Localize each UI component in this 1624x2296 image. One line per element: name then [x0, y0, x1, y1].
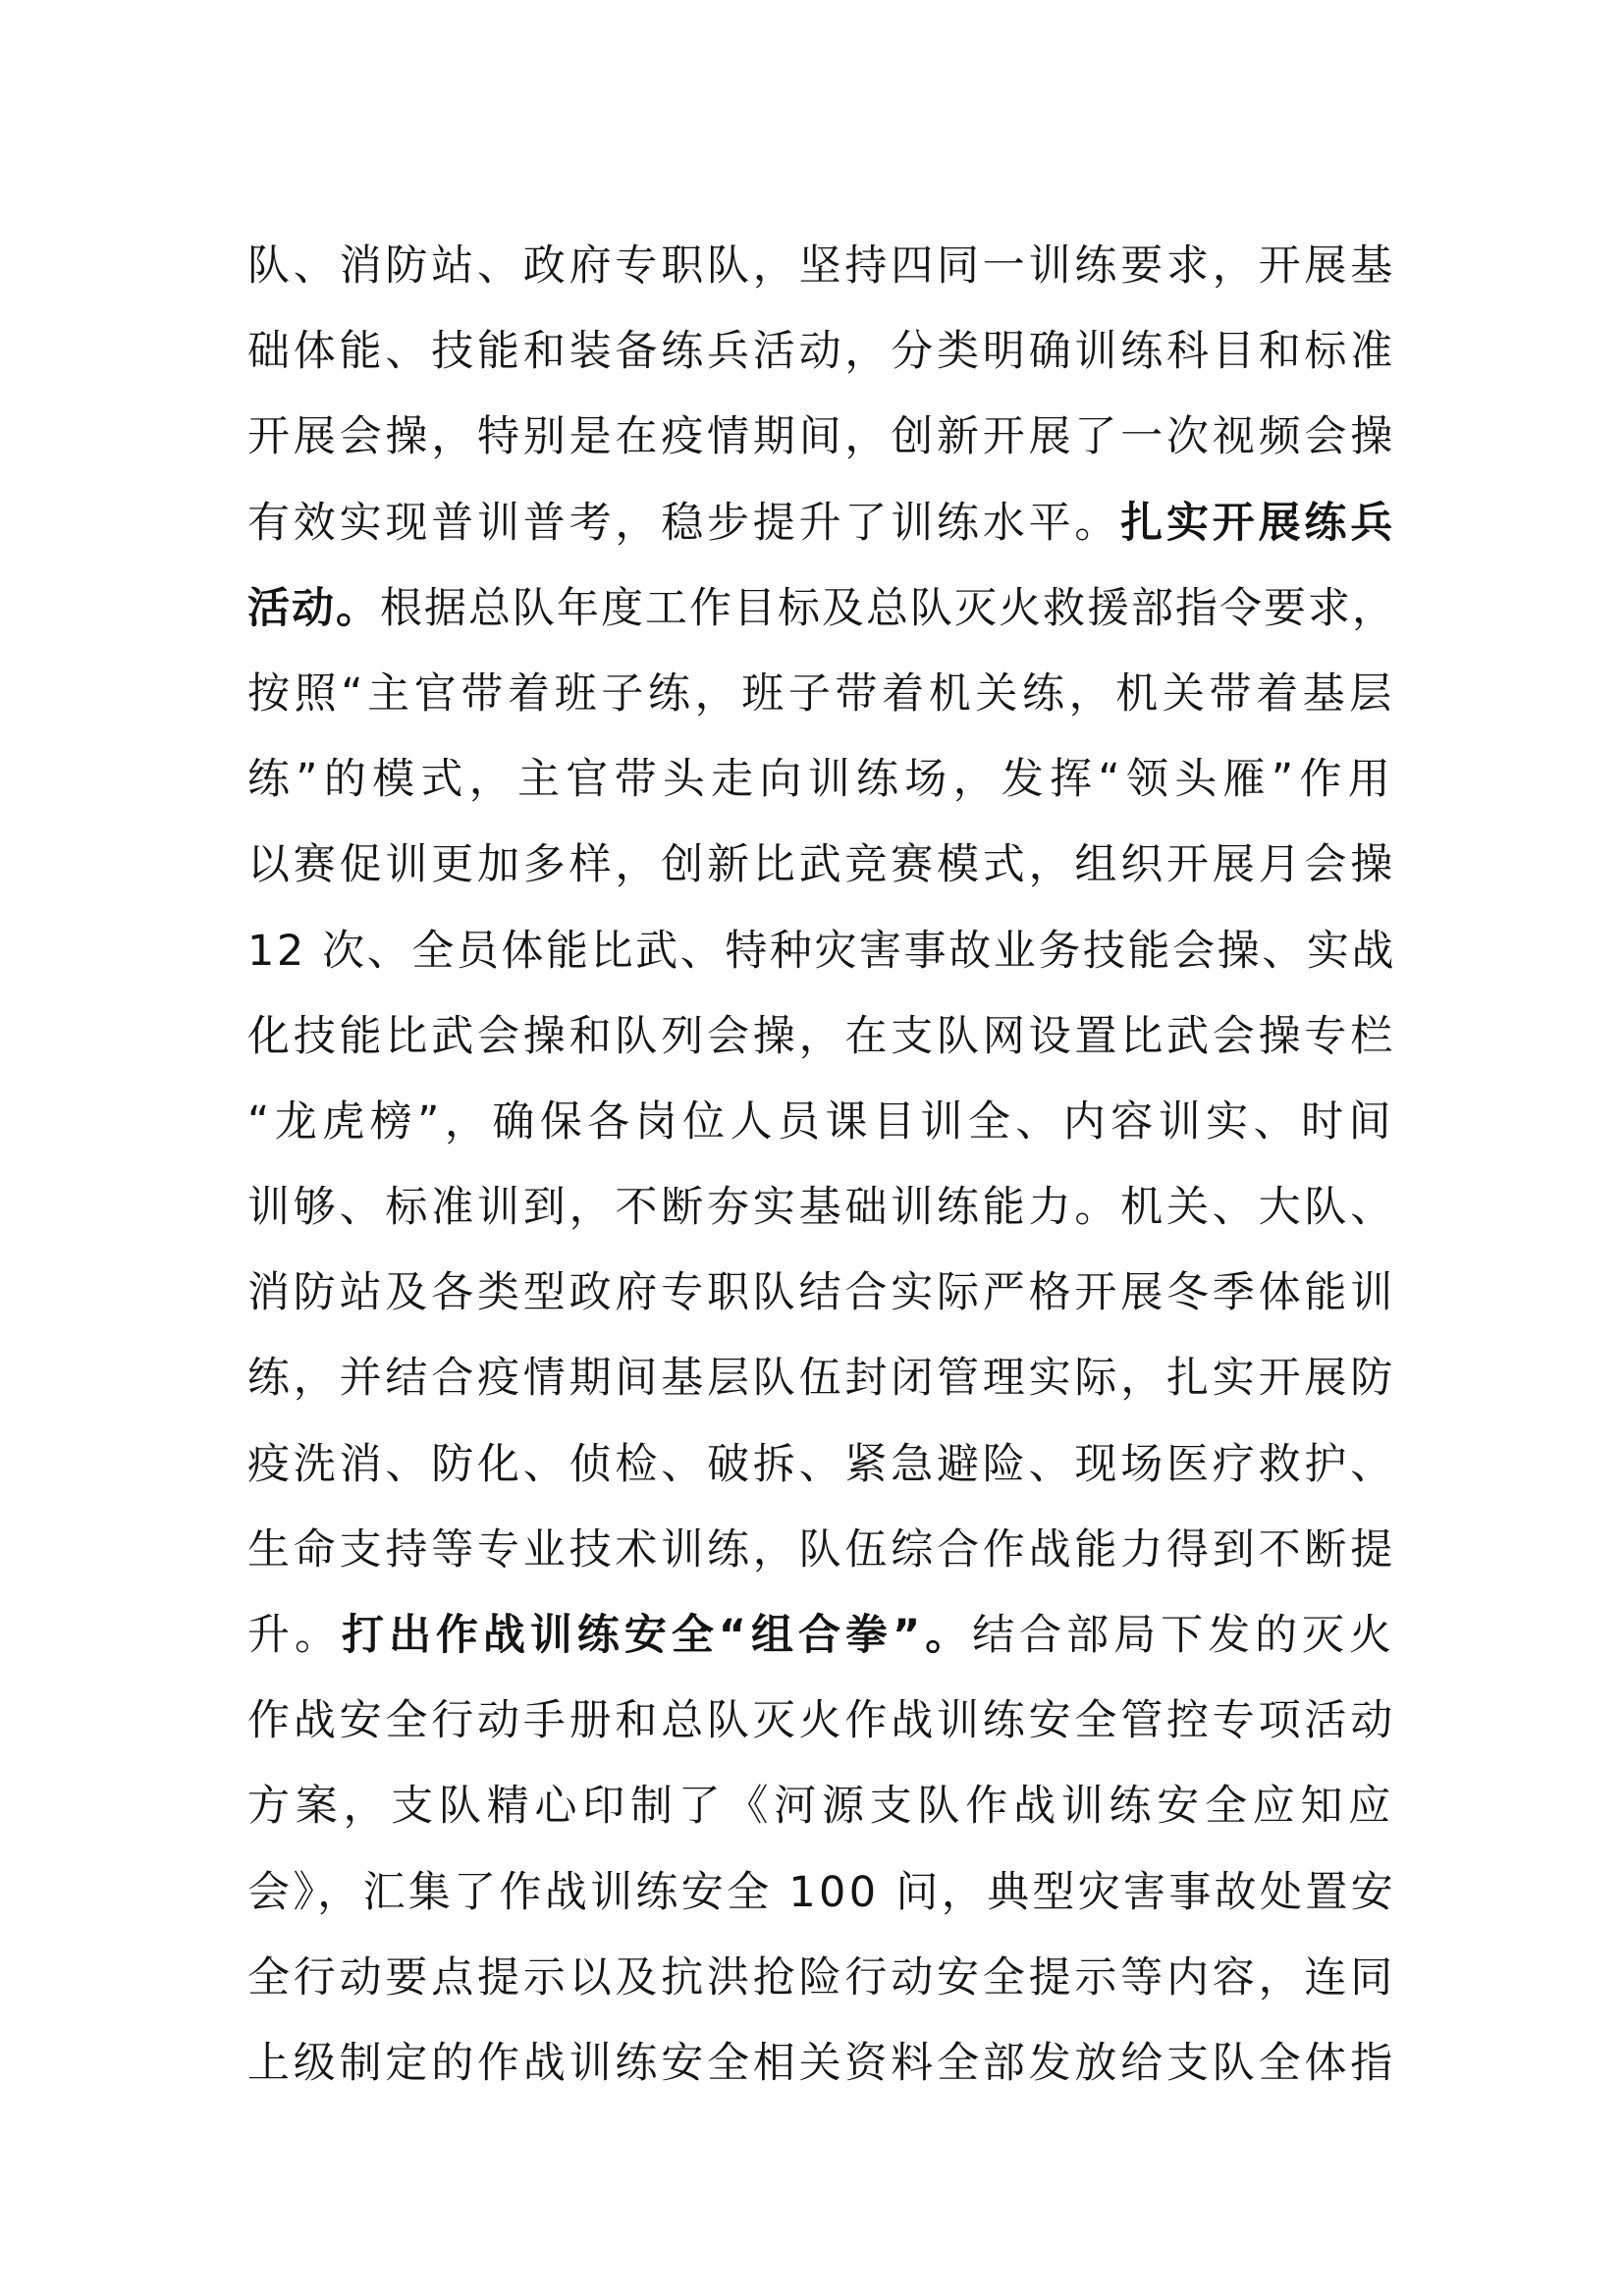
body-text-segment: 方案，支队精心印制了《河源支队作战训练安全应知应: [247, 1782, 1396, 1832]
bold-heading-text: 活动。: [247, 583, 380, 633]
text-line: [247, 1165, 1396, 1251]
body-text-segment: 全行动要点提示以及抗洪抢险行动安全提示等内容，连同: [247, 1952, 1396, 2002]
text-line: [247, 1422, 1396, 1508]
text-line: [247, 566, 1396, 652]
bold-heading-text: 打出作战训练安全“组合拳”。: [341, 1611, 973, 1660]
text-line: [247, 2021, 1396, 2107]
body-text-segment: 开展会操，特别是在疫情期间，创新开展了一次视频会操: [247, 412, 1396, 462]
body-text-segment: 有效实现普训普考，稳步提升了训练水平。: [247, 498, 1121, 548]
text-line: [247, 309, 1396, 395]
text-line: [247, 909, 1396, 994]
body-text-segment: 化技能比武会操和队列会操，在支队网设置比武会操专栏: [247, 1011, 1396, 1061]
text-line: [247, 481, 1396, 566]
body-text-segment: “龙虎榜”，确保各岗位人员课目训全、内容训实、时间: [247, 1096, 1396, 1147]
text-line: [247, 1679, 1396, 1764]
body-text-segment: 上级制定的作战训练安全相关资料全部发放给支队全体指: [247, 2038, 1396, 2088]
text-line: [247, 1336, 1396, 1421]
body-text-segment: 12 次、全员体能比武、特种灾害事故业务技能会操、实战: [247, 926, 1396, 976]
body-text-segment: 消防站及各类型政府专职队结合实际严格开展冬季体能训: [247, 1268, 1396, 1318]
body-text-segment: 升。: [247, 1611, 342, 1660]
text-line: [247, 1593, 1396, 1679]
body-text-segment: 队、消防站、政府专职队，坚持四同一训练要求，开展基: [247, 241, 1396, 291]
text-line: [247, 737, 1396, 823]
body-text: [247, 224, 1396, 2107]
text-line: [247, 1508, 1396, 1593]
text-line: [247, 994, 1396, 1080]
body-text-segment: 以赛促训更加多样，创新比武竞赛模式，组织开展月会操: [247, 840, 1396, 890]
body-text-segment: 按照“主官带着班子练，班子带着机关练，机关带着基层: [247, 668, 1397, 719]
body-text-segment: 练，并结合疫情期间基层队伍封闭管理实际，扎实开展防: [247, 1354, 1396, 1404]
body-text-segment: 训够、标准训到，不断夯实基础训练能力。机关、大队、: [247, 1183, 1396, 1233]
text-line: [247, 1764, 1396, 1849]
body-text-segment: 练”的模式，主官带头走向训练场，发挥“领头雁”作用: [247, 755, 1396, 805]
bold-heading-text: 扎实开展练兵: [1120, 498, 1397, 548]
text-line: [247, 1080, 1396, 1165]
text-line: [247, 823, 1396, 908]
body-text-segment: 疫洗消、防化、侦检、破拆、紧急避险、现场医疗救护、: [247, 1439, 1396, 1489]
body-text-segment: 础体能、技能和装备练兵活动，分类明确训练科目和标准: [247, 327, 1396, 377]
text-line: [247, 652, 1396, 737]
text-line: [247, 1251, 1396, 1336]
body-text-segment: 生命支持等专业技术训练，队伍综合作战能力得到不断提: [247, 1524, 1396, 1575]
body-text-segment: 会》，汇集了作战训练安全 100 问，典型灾害事故处置安: [247, 1867, 1396, 1917]
text-line: [247, 1936, 1396, 2021]
body-text-segment: 作战安全行动手册和总队灭火作战训练安全管控专项活动: [247, 1696, 1396, 1746]
text-line: [247, 224, 1396, 309]
text-line: [247, 395, 1396, 480]
body-text-segment: 结合部局下发的灭火: [972, 1611, 1397, 1660]
text-line: [247, 1850, 1396, 1936]
body-text-segment: 根据总队年度工作目标及总队灭火救援部指令要求，: [380, 583, 1396, 633]
